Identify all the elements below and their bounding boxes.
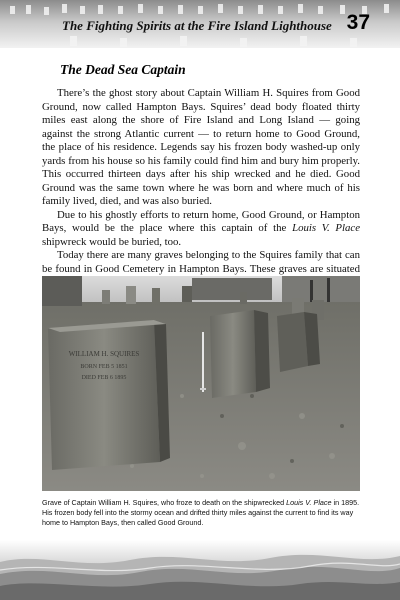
paragraph: Due to his ghostly efforts to return home, Good Ground, or Hampton Bays, would be the place where this captain of the Louis V. Place shipwreck would be buried, too. (42, 208, 361, 248)
headstone-line: DIED FEB 6 1895 (81, 375, 127, 381)
page-footer-waves (0, 540, 400, 600)
running-title: The Fighting Spirits at the Fire Island Lighthouse (62, 18, 332, 33)
page-header (0, 0, 400, 48)
photo-caption: Grave of Captain William H. Squires, who froze to death on the shipwrecked Louis V. Place in 1895. His frozen body fell into the stormy ocean and drifted thirty miles against the current to find its way home to Hampton Bays, then called Good Ground. (42, 498, 360, 527)
wave-decoration (0, 540, 400, 600)
section-title: The Dead Sea Captain (60, 62, 186, 77)
paragraph: Today there are many graves belonging to the Squires family that can be found in Good Cemetery in Hampton Bays. These graves are situated (42, 249, 360, 275)
grave-photo (42, 276, 360, 491)
headstone-line: BORN FEB 5 1851 (80, 364, 128, 370)
paragraph: There’s the ghost story about Captain William H. Squires from Good Ground, now called Hampton Bays. Squires’ dead body floated thirty miles east along the shore of Fire Island and Long Island — going against the strong Atlantic current — to return home to Good Ground, the place of his residence. Legends say his frozen body washed-up only yards from his house so his family could find him and bury him properly. This occurred thirteen days after his ship wrecked and he died. Good Ground was the same town where he was born and where much of his family lived, died, and was also buried. (42, 87, 360, 207)
body-text (42, 87, 360, 303)
page-number: 37 (346, 11, 370, 34)
headstone-line: WILLIAM H. SQUIRES (68, 350, 140, 358)
